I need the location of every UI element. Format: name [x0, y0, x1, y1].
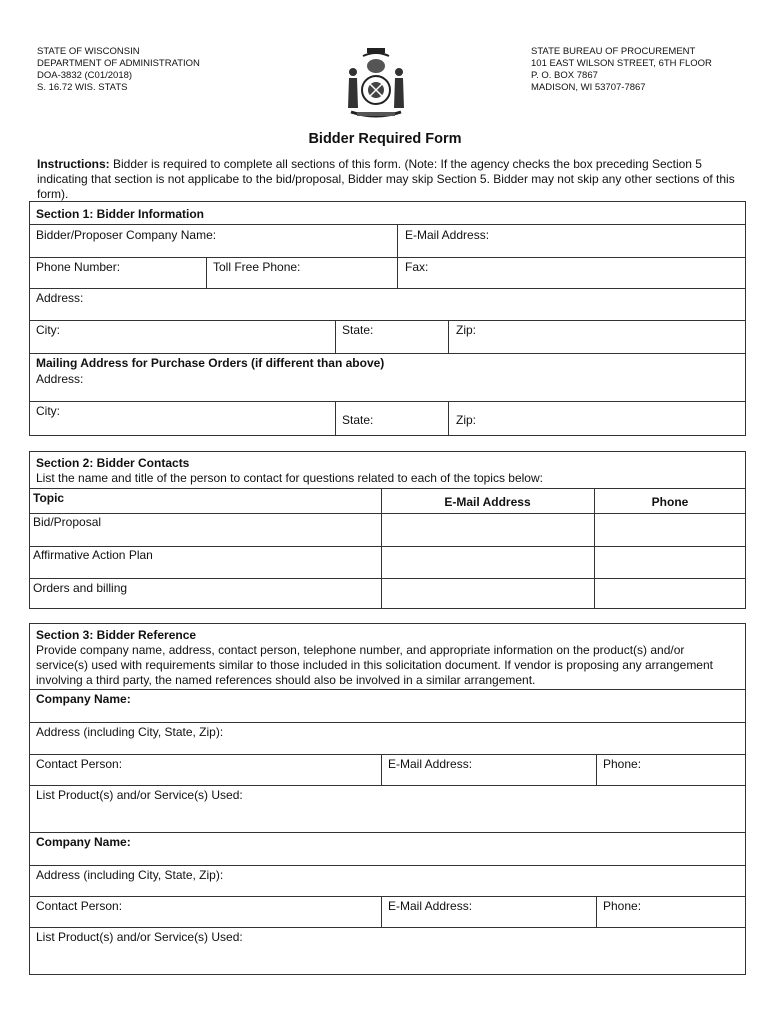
zip-label: Zip: — [456, 323, 477, 337]
mailing-zip-label: Zip: — [456, 413, 477, 427]
ref2-products-label: List Product(s) and/or Service(s) Used: — [36, 930, 243, 944]
form-title: Bidder Required Form — [308, 131, 462, 147]
instructions — [37, 157, 737, 202]
header-line: STATE OF WISCONSIN — [37, 46, 140, 57]
section3-title: Section 3: Bidder Reference — [36, 628, 197, 642]
city-label: City: — [36, 323, 60, 337]
ref2-company-label: Company Name: — [36, 835, 131, 849]
topic-affirmative-action: Affirmative Action Plan — [33, 548, 153, 562]
section1-title: Section 1: Bidder Information — [36, 207, 205, 221]
company-name-label: Bidder/Proposer Company Name: — [36, 228, 217, 242]
email-label: E-Mail Address: — [405, 228, 490, 242]
header-line: S. 16.72 WIS. STATS — [37, 82, 128, 93]
ref1-contact-label: Contact Person: — [36, 757, 123, 771]
toll-free-label: Toll Free Phone: — [213, 260, 301, 274]
ref2-contact-label: Contact Person: — [36, 899, 123, 913]
section3-description: Provide company name, address, contact person, telephone number, and appropriate information on the product(s) and/or service(s) used with requirements similar to those included in this solicitation document. If vendor is proposing any arrangement involving a third party, the named references should also be involved in a similar arrangement. — [36, 643, 713, 687]
topic-orders-billing: Orders and billing — [33, 581, 128, 595]
fax-label: Fax: — [405, 260, 429, 274]
address-label: Address: — [36, 291, 84, 305]
header-line: DEPARTMENT OF ADMINISTRATION — [37, 58, 200, 69]
mailing-state-label: State: — [342, 413, 374, 427]
ref2-phone-label: Phone: — [603, 899, 642, 913]
ref1-address-label: Address (including City, State, Zip): — [36, 725, 224, 739]
header-line: MADISON, WI 53707-7867 — [531, 82, 646, 93]
section2-title: Section 2: Bidder Contacts — [36, 456, 190, 470]
topic-bid-proposal: Bid/Proposal — [33, 515, 102, 529]
agency-header — [37, 46, 200, 94]
ref2-email-label: E-Mail Address: — [388, 899, 473, 913]
email-column-header: E-Mail Address — [444, 495, 531, 509]
bureau-address — [531, 46, 712, 94]
header-line: P. O. BOX 7867 — [531, 70, 598, 81]
instructions-text: Bidder is required to complete all sections of this form. (Note: If the agency checks the box preceding Section 5 indicating that section is not applicabe to the bid/proposal, Bidder may skip Section 5. Bidder may not skip any other sections of this form). — [37, 157, 735, 201]
ref1-phone-label: Phone: — [603, 757, 642, 771]
header-line: 101 EAST WILSON STREET, 6TH FLOOR — [531, 58, 712, 69]
header-line: DOA-3832 (C01/2018) — [37, 70, 133, 81]
state-label: State: — [342, 323, 374, 337]
instructions-label: Instructions: — [37, 157, 110, 171]
phone-label: Phone Number: — [36, 260, 121, 274]
ref2-address-label: Address (including City, State, Zip): — [36, 868, 224, 882]
phone-column-header: Phone — [651, 495, 689, 509]
ref1-products-label: List Product(s) and/or Service(s) Used: — [36, 788, 243, 802]
mailing-address-label: Address: — [36, 372, 84, 386]
topic-column-header: Topic — [33, 491, 65, 505]
ref1-email-label: E-Mail Address: — [388, 757, 473, 771]
section2-subtitle: List the name and title of the person to contact for questions related to each of the topics below: — [36, 471, 543, 485]
header-line: STATE BUREAU OF PROCUREMENT — [531, 46, 696, 57]
state-seal-icon — [343, 46, 409, 124]
mailing-address-title: Mailing Address for Purchase Orders (if different than above) — [36, 356, 385, 370]
mailing-city-label: City: — [36, 404, 60, 418]
ref1-company-label: Company Name: — [36, 692, 131, 706]
